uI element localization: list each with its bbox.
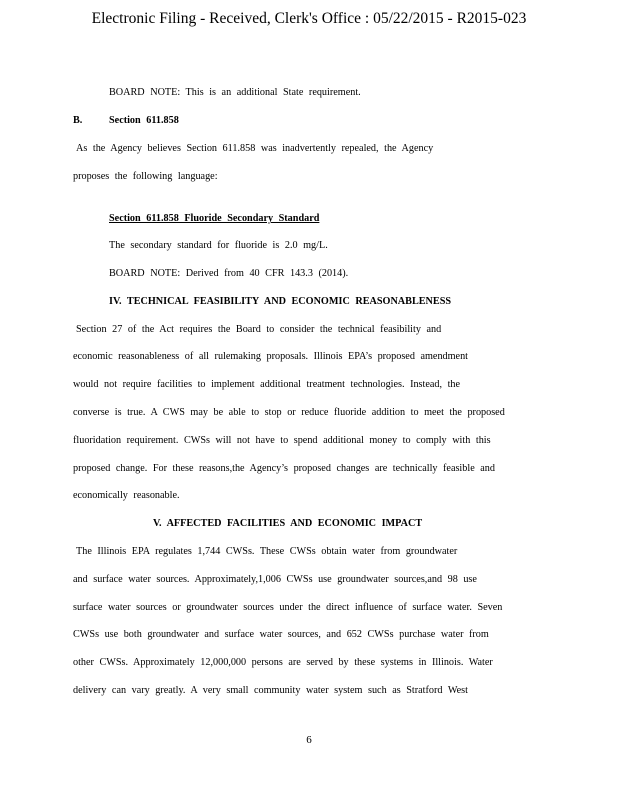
section-b-label: B. xyxy=(73,115,83,126)
paragraph-line: and surface water sources. Approximately,1,006 CWSs use groundwater sources,and 98 use xyxy=(73,574,477,585)
paragraph-line: would not require facilities to implement additional treatment technologies. Instead, the xyxy=(73,379,461,390)
secondary-standard-text: The secondary standard for fluoride is 2.0 mg/L. xyxy=(109,240,328,251)
paragraph-line: proposed change. For these reasons,the Agency’s proposed changes are technically feasible and xyxy=(73,463,495,474)
paragraph-line: economically reasonable. xyxy=(73,490,180,501)
paragraph-line: fluoridation requirement. CWSs will not have to spend additional money to comply with this xyxy=(73,435,491,446)
paragraph-line: delivery can vary greatly. A very small community water system such as Stratford West xyxy=(73,685,468,696)
section-b-title: Section 611.858 xyxy=(109,115,179,126)
section-heading-fluoride: Section 611.858 Fluoride Secondary Standard xyxy=(109,213,320,224)
board-note-derived: BOARD NOTE: Derived from 40 CFR 143.3 (2014). xyxy=(109,268,349,279)
board-note-additional: BOARD NOTE: This is an additional State requirement. xyxy=(109,87,361,98)
paragraph-line: Section 27 of the Act requires the Board to consider the technical feasibility and xyxy=(76,324,442,335)
paragraph-line: proposes the following language: xyxy=(73,171,218,182)
paragraph-line: CWSs use both groundwater and surface water sources, and 652 CWSs purchase water from xyxy=(73,629,489,640)
paragraph-line: The Illinois EPA regulates 1,744 CWSs. These CWSs obtain water from groundwater xyxy=(76,546,458,557)
page-number: 6 xyxy=(306,734,312,746)
paragraph-line: other CWSs. Approximately 12,000,000 persons are served by these systems in Illinois. Water xyxy=(73,657,493,668)
filing-header: Electronic Filing - Received, Clerk's Office : 05/22/2015 - R2015-023 xyxy=(91,10,527,27)
paragraph-line: surface water sources or groundwater sources under the direct influence of surface water. Seven xyxy=(73,602,503,613)
paragraph-line: As the Agency believes Section 611.858 was inadvertently repealed, the Agency xyxy=(76,143,434,154)
heading-iv: IV. TECHNICAL FEASIBILITY AND ECONOMIC REASONABLENESS xyxy=(109,296,452,307)
paragraph-line: economic reasonableness of all rulemaking proposals. Illinois EPA’s proposed amendment xyxy=(73,351,468,362)
heading-v: V. AFFECTED FACILITIES AND ECONOMIC IMPACT xyxy=(153,518,423,529)
paragraph-line: converse is true. A CWS may be able to stop or reduce fluoride addition to meet the proposed xyxy=(73,407,505,418)
